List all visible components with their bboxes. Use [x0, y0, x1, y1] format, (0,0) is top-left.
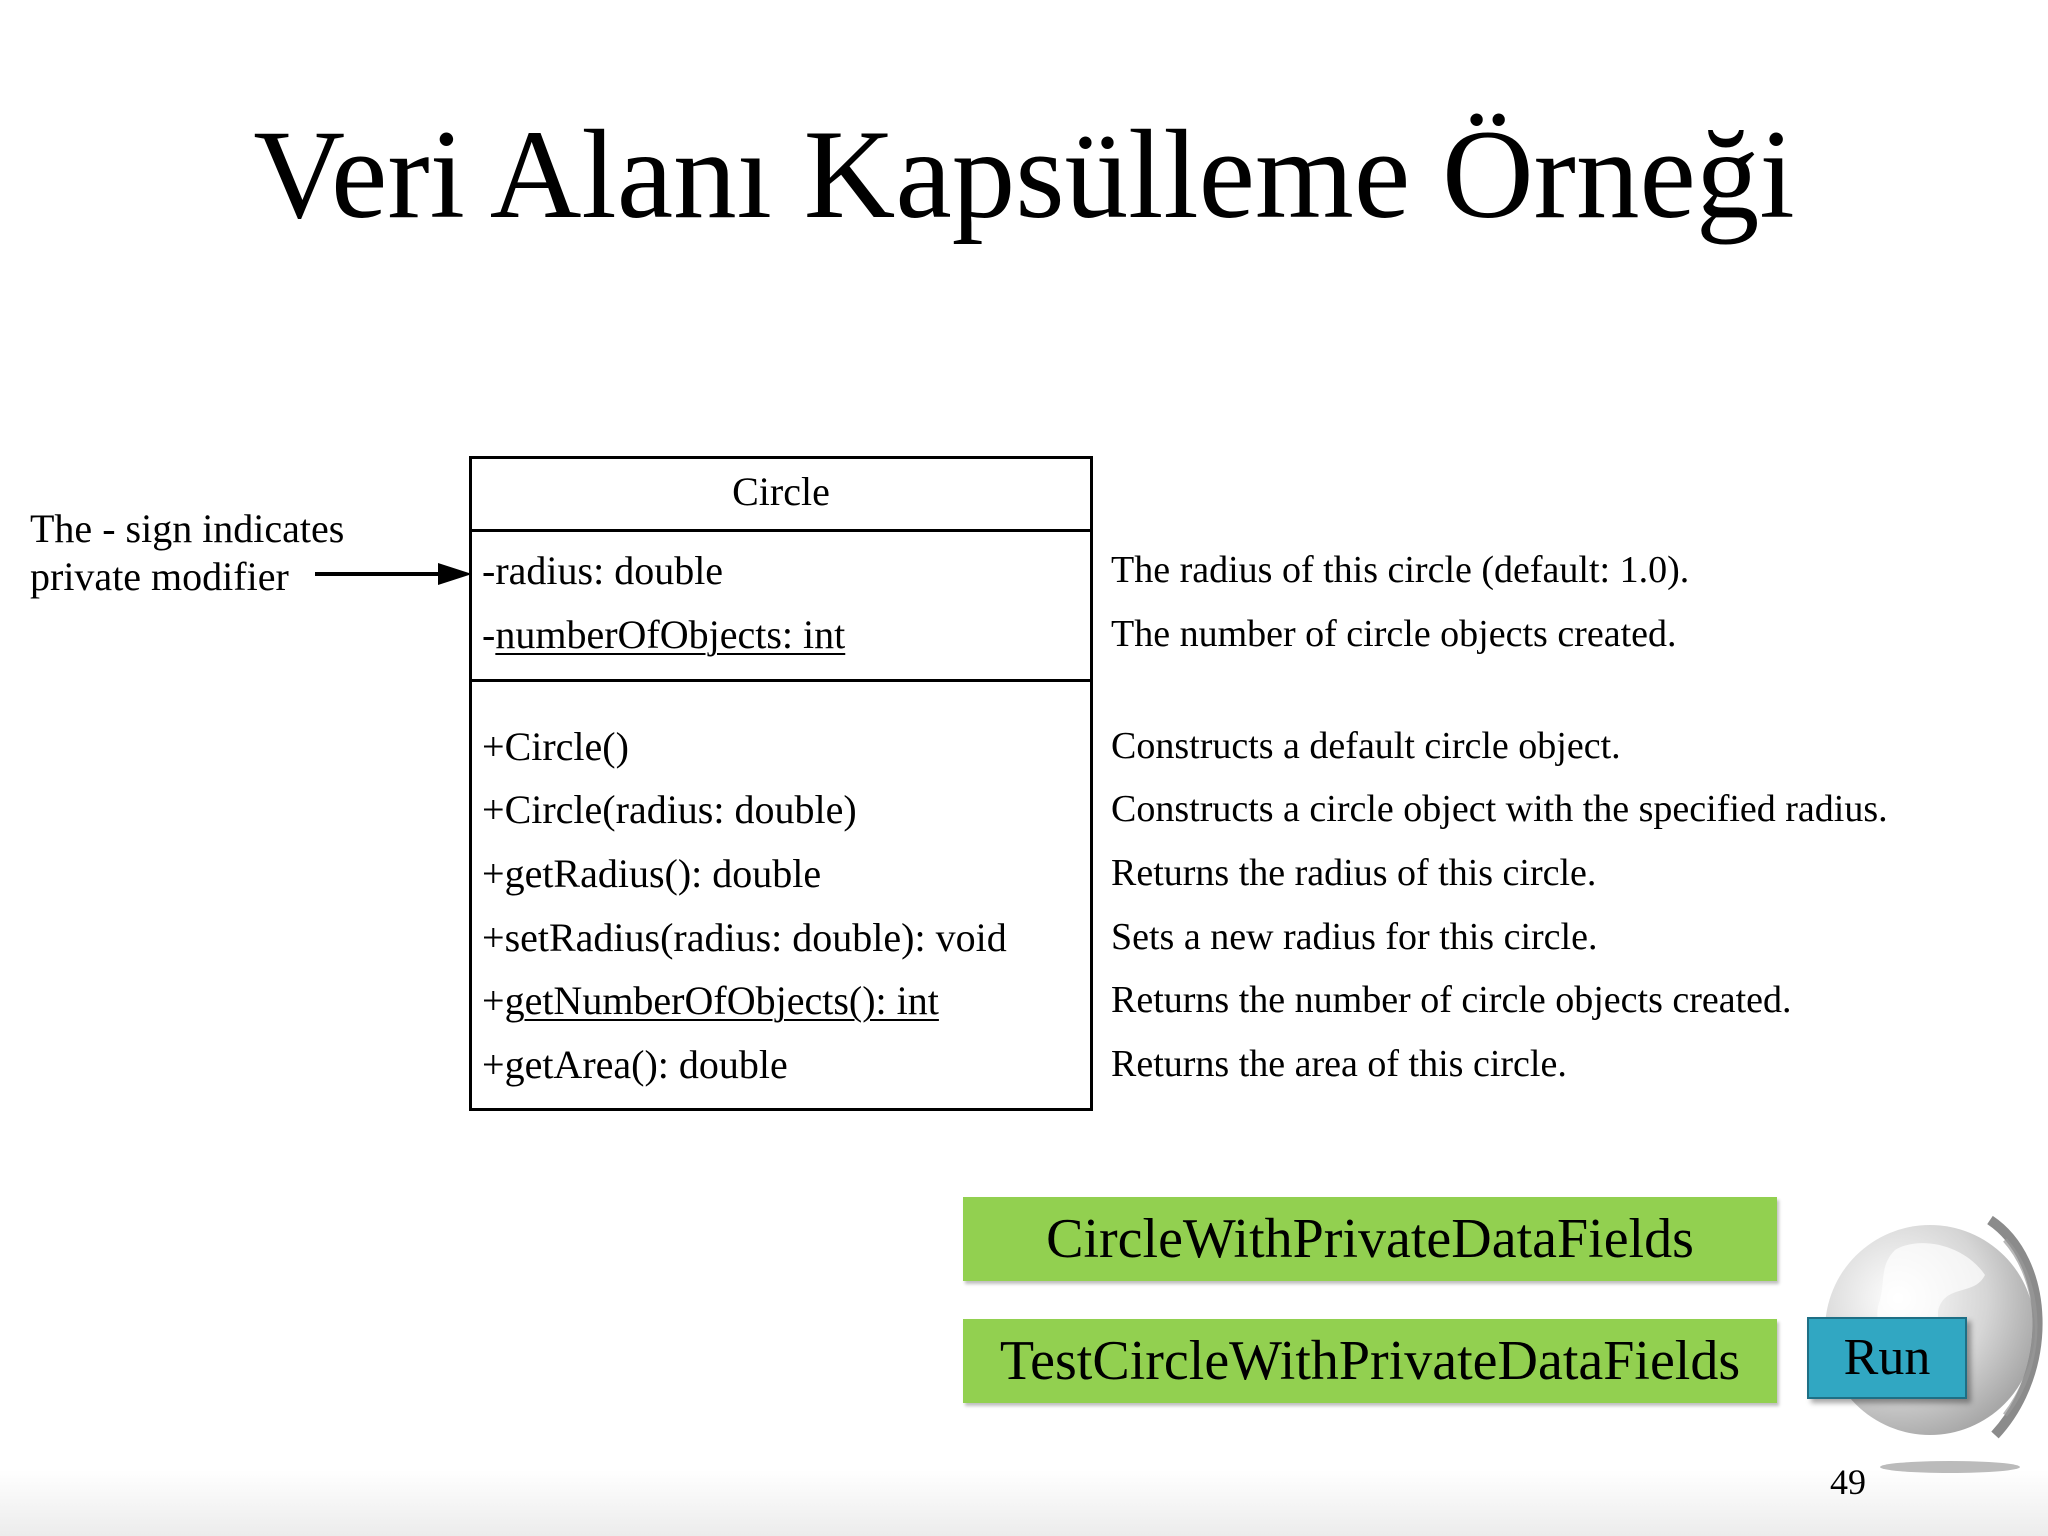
method-prefix: + — [482, 915, 505, 960]
uml-attribute-number-of-objects — [482, 611, 845, 659]
attribute-prefix: - — [482, 612, 496, 657]
annotation-arrow-icon — [310, 555, 475, 595]
uml-method-get-number-of-objects — [482, 977, 939, 1025]
uml-divider-attributes — [472, 679, 1090, 682]
description-get-radius: Returns the radius of this circle. — [1111, 852, 1597, 894]
description-get-number-of-objects: Returns the number of circle objects created. — [1111, 979, 1792, 1021]
uml-attribute-radius — [482, 547, 723, 595]
description-radius: The radius of this circle (default: 1.0). — [1111, 549, 1690, 591]
method-text: getRadius(): double — [504, 851, 822, 896]
uml-method-circle-default — [482, 723, 629, 771]
description-number-of-objects: The number of circle objects created. — [1111, 613, 1677, 655]
method-text: getNumberOfObjects(): int — [504, 978, 939, 1023]
description-get-area: Returns the area of this circle. — [1111, 1043, 1567, 1085]
attribute-text: numberOfObjects: int — [495, 612, 846, 657]
uml-method-set-radius — [482, 914, 1007, 962]
uml-method-get-area — [482, 1041, 788, 1089]
run-button[interactable]: Run — [1807, 1317, 1967, 1399]
method-prefix: + — [482, 1042, 505, 1087]
page-number: 49 — [1830, 1462, 1866, 1502]
uml-divider-name — [472, 529, 1090, 532]
uml-class-box — [469, 456, 1093, 1111]
uml-class-name: Circle — [732, 469, 830, 514]
description-circle-default: Constructs a default circle object. — [1111, 725, 1621, 767]
method-text: setRadius(radius: double): void — [504, 915, 1007, 960]
method-text: Circle() — [504, 724, 629, 769]
method-prefix: + — [482, 787, 505, 832]
description-set-radius: Sets a new radius for this circle. — [1111, 916, 1598, 958]
method-text: Circle(radius: double) — [504, 787, 857, 832]
attribute-text: radius: double — [495, 548, 724, 593]
annotation-line-1: The - sign indicates — [30, 506, 345, 551]
method-prefix: + — [482, 978, 505, 1023]
test-circle-with-private-data-fields-link[interactable]: TestCircleWithPrivateDataFields — [963, 1319, 1777, 1403]
method-prefix: + — [482, 851, 505, 896]
attribute-prefix: - — [482, 548, 496, 593]
uml-method-circle-radius — [482, 786, 857, 834]
circle-with-private-data-fields-link[interactable]: CircleWithPrivateDataFields — [963, 1197, 1777, 1281]
slide-title: Veri Alanı Kapsülleme Örneği — [253, 105, 1795, 245]
slide-bottom-bar — [0, 1470, 2048, 1536]
method-text: getArea(): double — [504, 1042, 788, 1087]
uml-method-get-radius — [482, 850, 821, 898]
method-prefix: + — [482, 724, 505, 769]
description-circle-radius: Constructs a circle object with the specified radius. — [1111, 788, 1888, 830]
annotation-line-2: private modifier — [30, 554, 289, 599]
private-modifier-annotation — [30, 505, 344, 601]
